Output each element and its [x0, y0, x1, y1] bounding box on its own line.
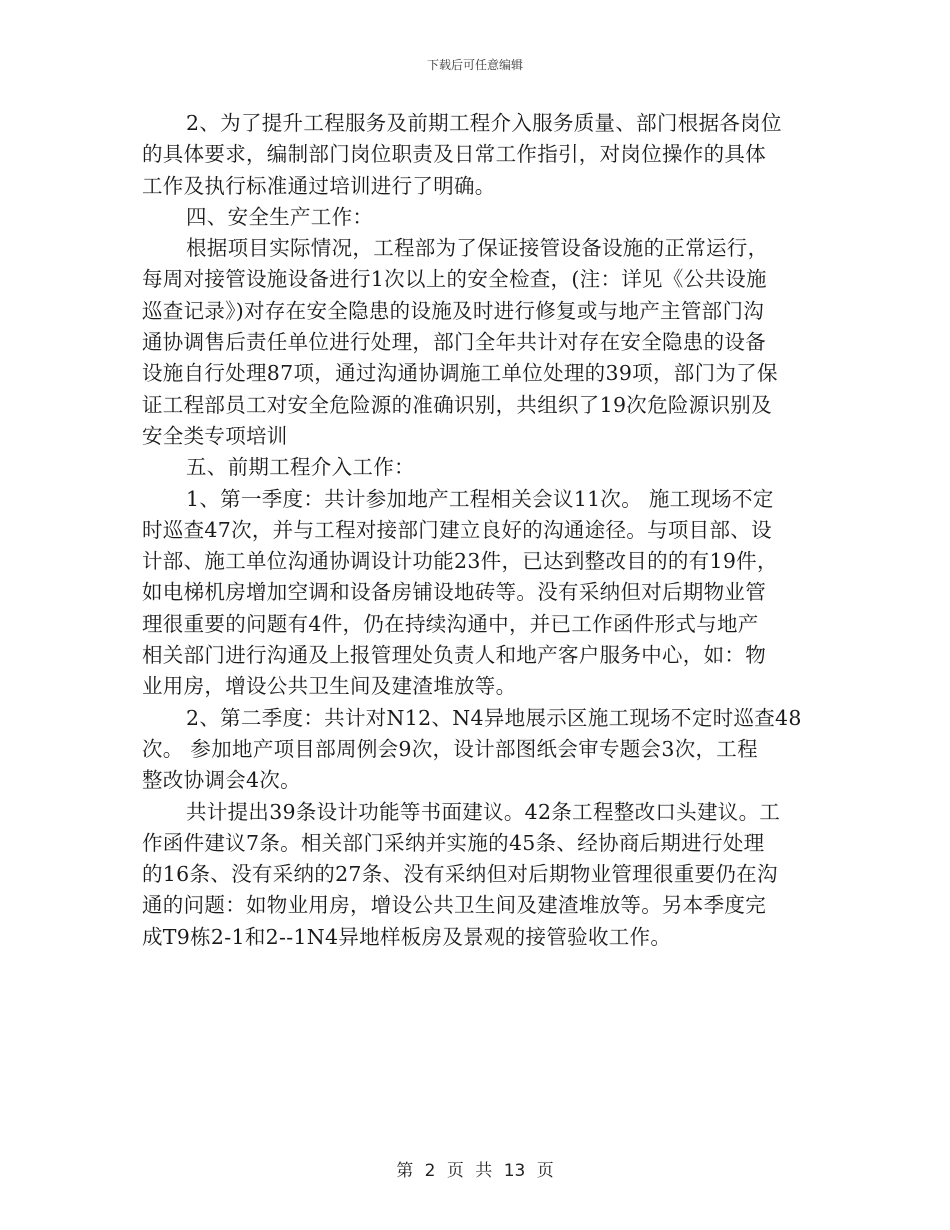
- section-heading-early-intervention: 五、前期工程介入工作：: [186, 455, 415, 480]
- paragraph-line: 成T9栋2-1和2--1N4异地样板房及景观的接管验收工作。: [142, 924, 672, 949]
- paragraph-line: 2、第二季度：共计对N12、N4异地展示区施工现场不定时巡查48: [186, 705, 802, 730]
- paragraph-line: 业用房，增设公共卫生间及建渣堆放等。: [142, 674, 517, 699]
- page-footer: 第 2 页 共 13 页: [396, 1161, 554, 1181]
- paragraph-line: 证工程部员工对安全危险源的准确识别，共组织了19次危险源识别及: [142, 392, 772, 417]
- paragraph-line: 作函件建议7条。相关部门采纳并实施的45条、经协商后期进行处理: [142, 830, 765, 855]
- paragraph-line: 的16条、没有采纳的27条、没有采纳但对后期物业管理很重要仍在沟: [142, 862, 778, 887]
- paragraph-line: 设施自行处理87项，通过沟通协调施工单位处理的39项，部门为了保: [142, 361, 778, 386]
- paragraph-line: 1、第一季度：共计参加地产工程相关会议11次。 施工现场不定: [186, 486, 774, 511]
- paragraph-line: 巡查记录》)对存在安全隐患的设施及时进行修复或与地产主管部门沟: [142, 298, 765, 323]
- paragraph-line: 共计提出39条设计功能等书面建议。42条工程整改口头建议。工: [186, 799, 781, 824]
- page-header: 下载后可任意编辑: [426, 58, 523, 72]
- paragraph-line: 每周对接管设施设备进行1次以上的安全检查，(注：详见《公共设施: [142, 267, 767, 292]
- document-body: [142, 108, 814, 953]
- paragraph-line: 工作及执行标准通过培训进行了明确。: [142, 173, 496, 198]
- paragraph-line: 相关部门进行沟通及上报管理处负责人和地产客户服务中心，如：物: [142, 643, 766, 668]
- paragraph-line: 时巡查47次，并与工程对接部门建立良好的沟通途径。与项目部、设: [142, 517, 772, 542]
- paragraph-line: 通协调售后责任单位进行处理，部门全年共计对存在安全隐患的设备: [142, 330, 766, 355]
- paragraph-line: 的具体要求，编制部门岗位职责及日常工作指引，对岗位操作的具体: [142, 142, 766, 167]
- section-heading-safety: 四、安全生产工作：: [186, 204, 374, 229]
- paragraph-line: 次。 参加地产项目部周例会9次，设计部图纸会审专题会3次，工程: [142, 736, 758, 761]
- paragraph-line: 根据项目实际情况，工程部为了保证接管设备设施的正常运行，: [186, 236, 769, 261]
- paragraph-line: 安全类专项培训: [142, 423, 288, 448]
- paragraph-line: 理很重要的问题有4件，仍在持续沟通中，并已工作函件形式与地产: [142, 611, 759, 636]
- paragraph-line: 计部、施工单位沟通协调设计功能23件，已达到整改目的的有19件，: [142, 549, 778, 574]
- paragraph-line: 2、为了提升工程服务及前期工程介入服务质量、部门根据各岗位: [186, 111, 782, 135]
- paragraph-line: 整改协调会4次。: [142, 768, 301, 793]
- paragraph-line: 如电梯机房增加空调和设备房铺设地砖等。没有采纳但对后期物业管: [142, 580, 766, 605]
- paragraph-line: 通的问题：如物业用房，增设公共卫生间及建渣堆放等。另本季度完: [142, 893, 766, 918]
